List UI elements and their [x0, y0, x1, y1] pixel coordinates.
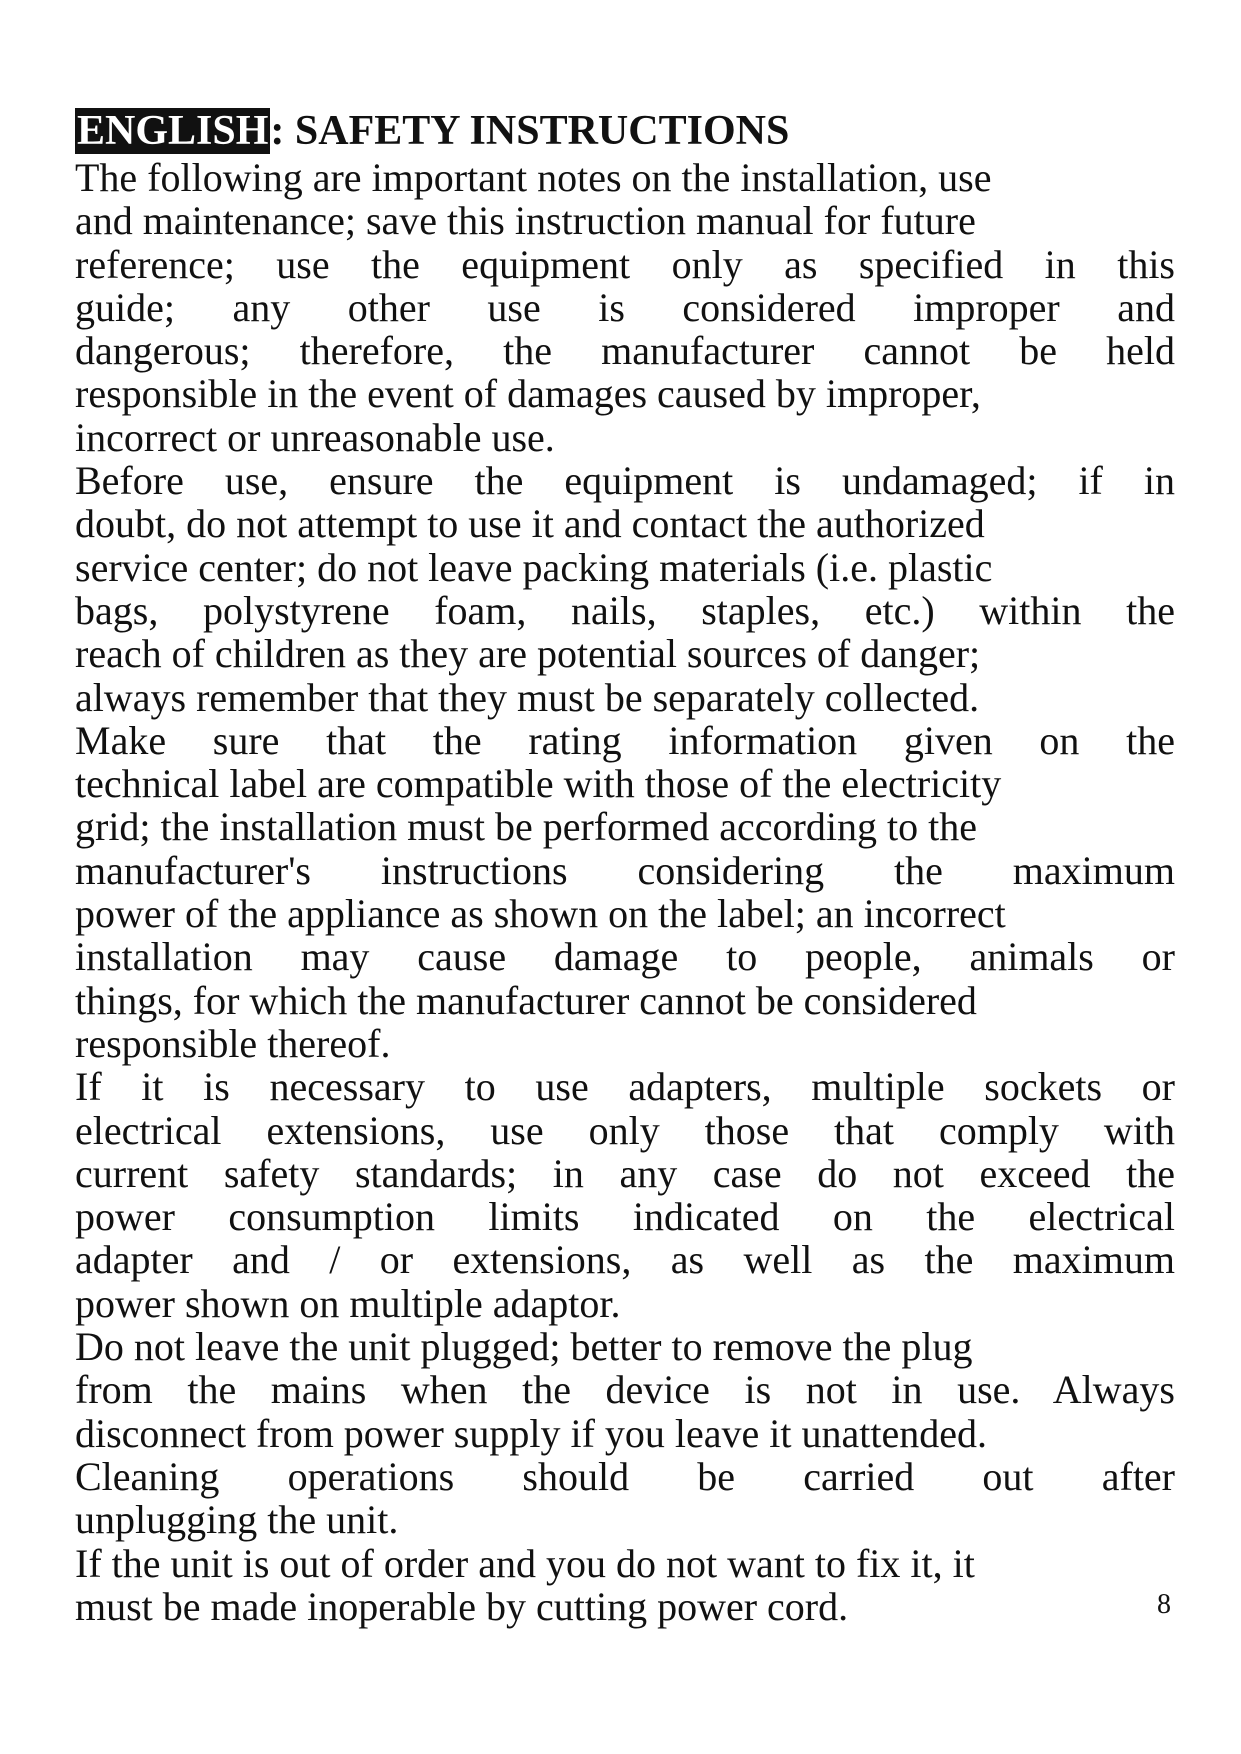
text-line: unplugging the unit. — [75, 1497, 399, 1543]
text-line: disconnect from power supply if you leave it unattended. — [75, 1410, 987, 1456]
page-number: 8 — [1157, 1589, 1171, 1620]
text-line: technical label are compatible with those of the electricity — [75, 761, 1002, 807]
text-line: grid; the installation must be performed according to the — [75, 804, 977, 850]
text-line: installation may cause damage to people, animals or — [75, 934, 1175, 980]
text-line: power consumption limits indicated on the electrical — [75, 1194, 1175, 1240]
text-line: reference; use the equipment only as specified in this — [75, 241, 1175, 287]
text-line: must be made inoperable by cutting power cord. — [75, 1583, 849, 1629]
text-line: adapter and / or extensions, as well as the maximum — [75, 1237, 1175, 1283]
heading-title: SAFETY INSTRUCTIONS — [294, 108, 790, 154]
safety-instructions-section — [75, 106, 1175, 1628]
text-line: Make sure that the rating information given on the — [75, 717, 1175, 763]
text-line: Cleaning operations should be carried out after — [75, 1453, 1175, 1499]
text-line: always remember that they must be separately collected. — [75, 674, 980, 720]
section-heading — [75, 106, 1175, 156]
text-line: doubt, do not attempt to use it and contact the authorized — [75, 501, 985, 547]
text-line: power shown on multiple adaptor. — [75, 1280, 621, 1326]
text-line: and maintenance; save this instruction manual for future — [75, 198, 976, 244]
text-line: dangerous; therefore, the manufacturer cannot be held — [75, 328, 1175, 374]
text-line: responsible thereof. — [75, 1020, 391, 1066]
text-line: manufacturer's instructions considering the maximum — [75, 847, 1175, 893]
instructions-body — [75, 156, 1175, 1628]
text-line: incorrect or unreasonable use. — [75, 414, 555, 460]
text-line: The following are important notes on the installation, use — [75, 155, 992, 200]
text-line: from the mains when the device is not in use. Always — [75, 1367, 1175, 1413]
text-line: responsible in the event of damages caused by improper, — [75, 371, 981, 417]
text-line: things, for which the manufacturer cannot be considered — [75, 977, 977, 1023]
text-line: bags, polystyrene foam, nails, staples, etc.) within the — [75, 587, 1175, 633]
text-line: electrical extensions, use only those that comply with — [75, 1107, 1175, 1153]
text-line: guide; any other use is considered improper and — [75, 284, 1175, 330]
text-line: Before use, ensure the equipment is undamaged; if in — [75, 458, 1175, 504]
text-line: service center; do not leave packing materials (i.e. plastic — [75, 544, 993, 590]
heading-separator: : — [270, 108, 295, 154]
text-line: Do not leave the unit plugged; better to remove the plug — [75, 1324, 973, 1370]
text-line: power of the appliance as shown on the label; an incorrect — [75, 891, 1006, 937]
language-tag: ENGLISH — [77, 108, 269, 154]
text-line: current safety standards; in any case do not exceed the — [75, 1150, 1175, 1196]
text-line: reach of children as they are potential sources of danger; — [75, 631, 981, 677]
text-line: If the unit is out of order and you do not want to fix it, it — [75, 1540, 975, 1586]
text-line: If it is necessary to use adapters, multiple sockets or — [75, 1064, 1175, 1110]
